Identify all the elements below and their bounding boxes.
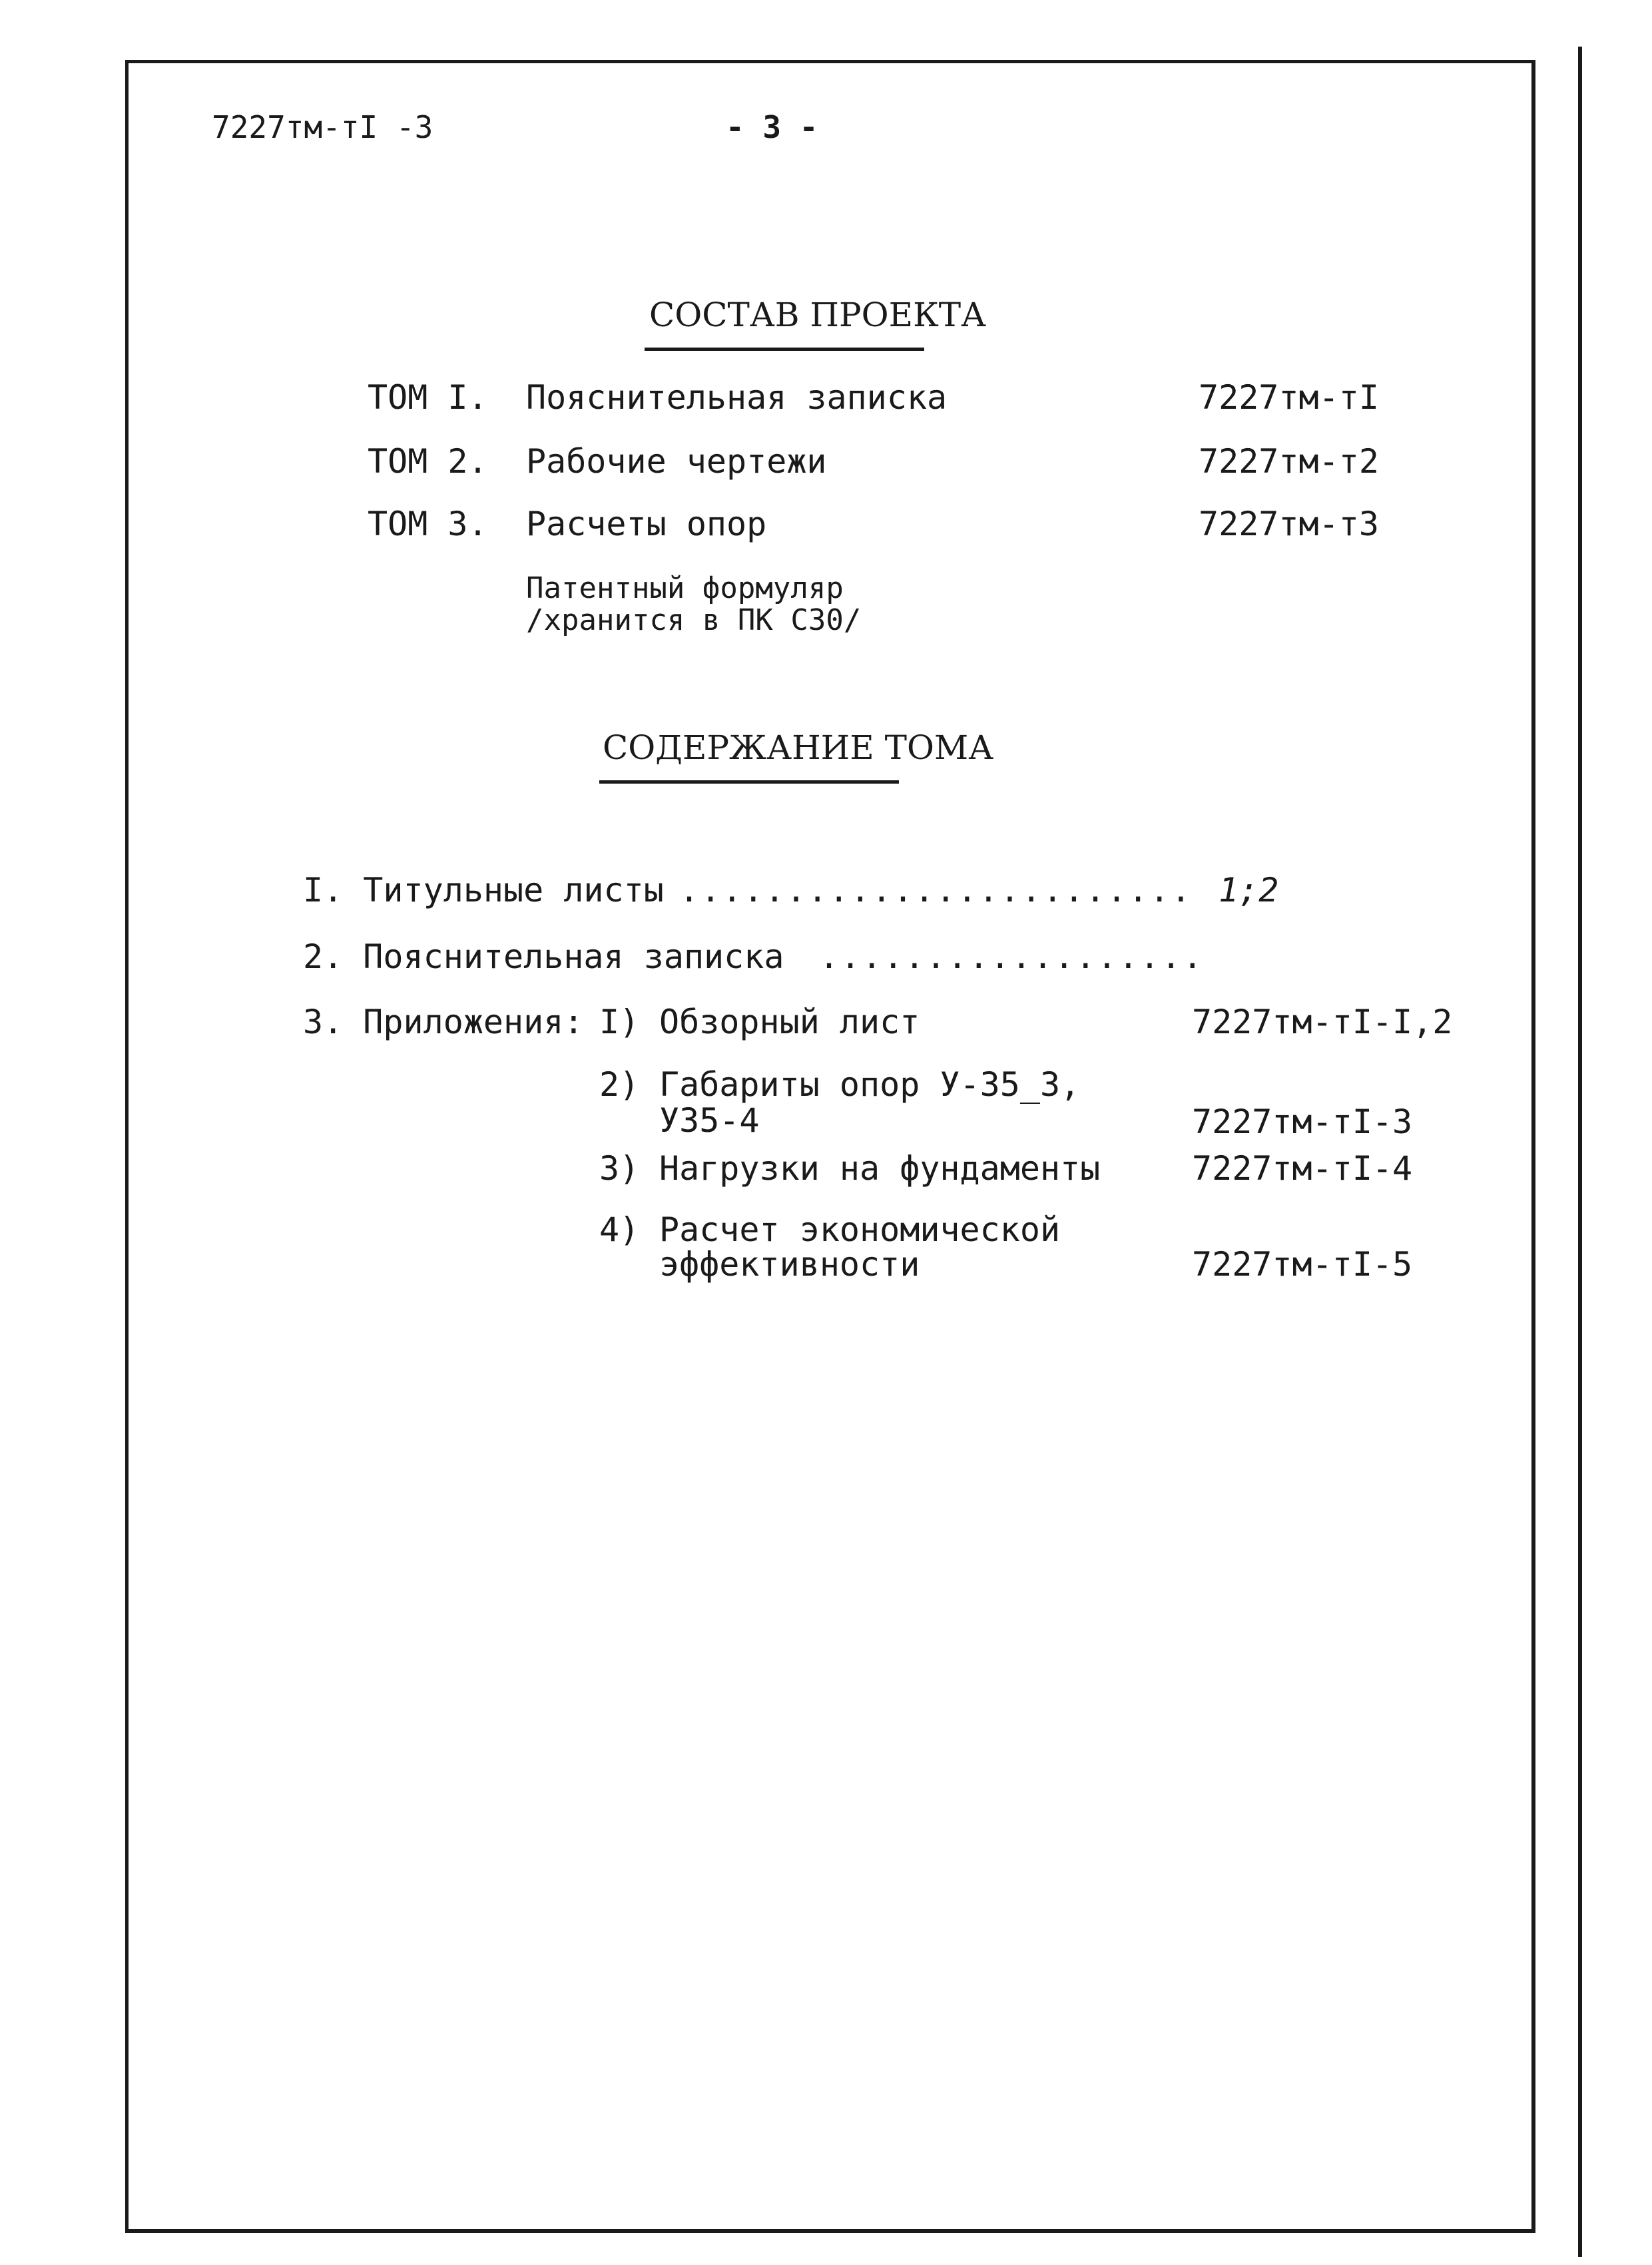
doc-code-header: 7227тм-тI -3 bbox=[212, 109, 433, 145]
appendix-1-number: I) bbox=[599, 1003, 640, 1041]
binding-edge-line bbox=[1578, 47, 1582, 2257]
contents-title: СОДЕРЖАНИЕ ТОМА bbox=[603, 728, 994, 767]
volume-1-code: 7227тм-тI bbox=[1199, 378, 1379, 417]
volume-2-label: ТОМ 2. bbox=[368, 442, 488, 481]
composition-title-underline bbox=[645, 348, 924, 351]
contents-item-2-leader: .................. bbox=[819, 937, 1204, 976]
appendix-4-title-line2: эффективности bbox=[659, 1245, 920, 1284]
volume-2-code: 7227тм-т2 bbox=[1199, 442, 1379, 481]
volume-1-name: Пояснительная записка bbox=[526, 378, 948, 417]
volume-3-name: Расчеты опор bbox=[526, 505, 767, 543]
contents-item-1-leader: ........................ bbox=[679, 871, 1193, 909]
contents-item-1-label: I. Титульные листы bbox=[303, 871, 664, 909]
appendix-3-number: 3) bbox=[599, 1149, 640, 1188]
volume-3-code: 7227тм-т3 bbox=[1199, 505, 1379, 543]
appendix-4-number: 4) bbox=[599, 1210, 640, 1249]
volume-1-label: ТОМ I. bbox=[368, 378, 488, 417]
appendix-2-title-line1: Габариты опор У-35_3, bbox=[659, 1065, 1081, 1104]
appendix-3-title: Нагрузки на фундаменты bbox=[659, 1149, 1101, 1188]
appendix-2-code: 7227тм-тI-3 bbox=[1192, 1103, 1413, 1141]
contents-title-underline bbox=[599, 780, 899, 784]
appendix-1-code: 7227тм-тI-I,2 bbox=[1192, 1003, 1453, 1041]
page-number: - 3 - bbox=[726, 109, 818, 145]
contents-item-3-label: 3. Приложения: bbox=[303, 1003, 584, 1041]
appendix-4-title-line1: Расчет экономической bbox=[659, 1210, 1061, 1249]
appendix-2-number: 2) bbox=[599, 1065, 640, 1104]
appendix-4-code: 7227тм-тI-5 bbox=[1192, 1245, 1413, 1284]
volume-3-label: ТОМ 3. bbox=[368, 505, 488, 543]
composition-title: СОСТАВ ПРОЕКТА bbox=[649, 296, 987, 334]
volume-2-name: Рабочие чертежи bbox=[526, 442, 827, 481]
patent-note-line1: Патентный формуляр bbox=[526, 571, 844, 605]
patent-note-line2: /хранится в ПК С30/ bbox=[526, 603, 862, 637]
contents-item-2-label: 2. Пояснительная записка bbox=[303, 937, 784, 976]
appendix-1-title: Обзорный лист bbox=[659, 1003, 920, 1041]
appendix-3-code: 7227тм-тI-4 bbox=[1192, 1149, 1413, 1188]
appendix-2-title-line2: У35-4 bbox=[659, 1101, 760, 1140]
contents-item-1-pages: 1;2 bbox=[1219, 871, 1279, 909]
